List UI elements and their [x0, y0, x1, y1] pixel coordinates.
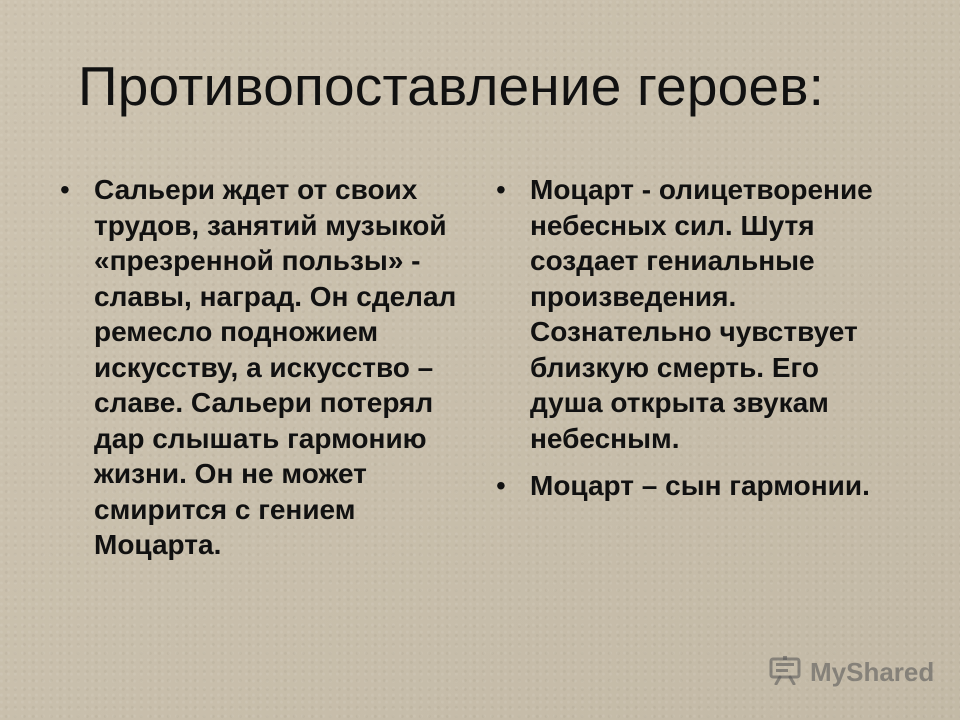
bullet-marker: •	[496, 174, 506, 205]
bullet-marker: •	[60, 174, 70, 205]
myshared-watermark	[768, 652, 935, 692]
presentation-board-icon	[768, 655, 802, 690]
bullet-item-salieri	[60, 172, 460, 563]
watermark-text: MyShared	[810, 657, 935, 687]
left-bullet-list	[60, 172, 460, 575]
bullet-marker: •	[496, 470, 506, 501]
mozart-harmony-text: Моцарт – сын гармонии.	[530, 470, 870, 501]
right-bullet-list	[496, 172, 876, 516]
bullet-item-mozart-harmony	[496, 468, 876, 504]
mozart-description: Моцарт - олицетворение небесных сил. Шутя создает гениальные произведения. Сознательно чувствует близкую смерть. Его душа открыта звукам небесным.	[530, 174, 873, 454]
salieri-description: Сальери ждет от своих трудов, занятий музыкой «презренной пользы» - славы, наград. Он сделал ремесло подножием искусству, а искусство – славе. Сальери потерял дар слышать гармонию жизни. Он не может смирится с гением Моцарта.	[94, 174, 457, 560]
slide-title: Противопоставление героев:	[78, 55, 825, 117]
bullet-item-mozart-description	[496, 172, 876, 456]
